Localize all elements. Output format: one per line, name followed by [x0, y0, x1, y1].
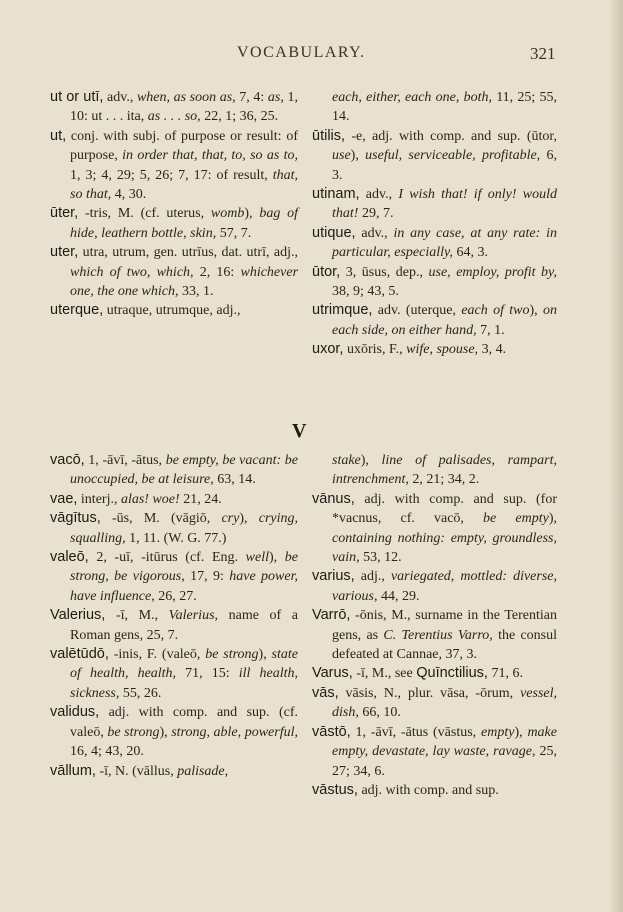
dictionary-entry [50, 301, 298, 320]
entry-text: ), [360, 453, 382, 468]
page-number: 321 [530, 44, 556, 63]
entry-gloss: in any case, at any rate: in particular, especially, [332, 225, 557, 261]
entry-text: adj., [354, 569, 391, 585]
entry-gloss: use [332, 148, 351, 164]
entry-text: ), [514, 724, 528, 740]
entry-text: 33, 1. [178, 284, 214, 300]
entry-gloss: empty [481, 724, 515, 740]
entry-text: ), [529, 303, 543, 319]
entry-gloss: containing nothing: empty, groundless, vain, [332, 530, 557, 566]
entry-text: 1, -āvī, -ātus, [84, 453, 166, 468]
entry-text: ), [244, 206, 260, 222]
dictionary-entry [50, 645, 298, 703]
entry-gloss: use, employ, profit by, [428, 264, 557, 280]
entry-gloss: ill health, sickness, [70, 666, 298, 701]
entry-text: name of a Roman gens, 25, 7. [70, 608, 298, 643]
entry-text: 16, 4; 43, 20. [70, 744, 144, 760]
entry-gloss: each, either, each one, both, [332, 90, 492, 105]
entry-text: 7, 1. [476, 322, 505, 338]
entry-text: 7, 4: [235, 90, 268, 105]
dictionary-entry [50, 88, 298, 127]
entry-text: 2, -uī, -itūrus (cf. Eng. [88, 550, 246, 566]
entry-gloss: state of health, health, [70, 647, 298, 682]
entry-text: ), [350, 148, 366, 164]
entry-text: conj. with subj. of purpose or result: of purpose, [66, 128, 298, 164]
entry-gloss: cry [221, 511, 240, 527]
entry-gloss: make empty, devastate, lay waste, ravage, [332, 724, 557, 760]
dictionary-entry [312, 606, 557, 664]
entry-gloss: C. Terentius Varro, [383, 627, 493, 643]
dictionary-entry [312, 490, 557, 568]
entry-headword: vās, [312, 684, 339, 701]
dictionary-entry [50, 243, 298, 301]
entry-text: 29, 7. [358, 206, 394, 222]
entry-gloss: womb [210, 206, 245, 222]
entry-text: 64, 3. [452, 245, 488, 261]
entry-text: 26, 27. [154, 588, 197, 604]
entry-text: 1, 10: ut . . . ita, [70, 90, 298, 125]
entry-text: utraque, utrumque, adj., [103, 303, 241, 319]
dictionary-entry [312, 340, 557, 359]
entry-text: 3, ūsus, dep., [340, 264, 429, 280]
entry-gloss: be strong, be vigorous, [70, 550, 298, 585]
column-top-left [50, 88, 298, 321]
entry-headword: ut, [50, 127, 67, 144]
dictionary-entry [50, 548, 298, 606]
entry-gloss: Valerius, [168, 608, 219, 624]
entry-gloss: be strong [107, 724, 160, 740]
dictionary-entry [50, 204, 298, 243]
entry-text: adj. with comp. and sup. (cf. valeō, [70, 705, 298, 740]
running-head [0, 44, 623, 68]
entry-gloss: when, as soon as, [136, 90, 236, 105]
entry-headword: varius, [312, 568, 355, 585]
entry-gloss: be empty [483, 511, 549, 527]
entry-gloss: alas! woe! [120, 491, 180, 507]
entry-text: -inis, F. (valeō, [108, 647, 206, 663]
entry-gloss: as, [267, 90, 284, 105]
entry-headword: vāgītus, [50, 510, 101, 527]
entry-text: 1, 11. (W. G. 77.) [125, 530, 227, 546]
dictionary-entry [312, 185, 557, 224]
entry-headword: utrimque, [312, 302, 373, 319]
entry-gloss: on each side, on either hand, [332, 303, 557, 338]
entry-gloss: line of palisades, rampart, intrenchment, [332, 453, 557, 488]
entry-headword: Varus, [312, 665, 353, 682]
page-edge-shadow [609, 0, 623, 912]
entry-headword: utique, [312, 224, 356, 241]
entry-headword: valeō, [50, 549, 89, 566]
dictionary-entry [50, 451, 298, 490]
entry-text: ), [548, 511, 557, 527]
entry-headword: Valerius, [50, 607, 106, 624]
dictionary-entry [312, 88, 557, 127]
entry-text: 11, 25; 55, 14. [332, 90, 558, 125]
entry-text: 63, 14. [213, 472, 256, 488]
entry-text: 22, 1; 36, 25. [200, 109, 279, 125]
dictionary-entry [312, 451, 557, 490]
entry-headword: uter, [50, 244, 79, 261]
entry-gloss: be strong [205, 647, 259, 663]
entry-text: 25, 27; 34, 6. [332, 744, 557, 779]
entry-headword: vacō, [50, 452, 85, 468]
entry-text: 4, 30. [111, 187, 147, 203]
entry-gloss: variegated, mottled: diverse, various, [332, 569, 557, 604]
dictionary-entry [50, 509, 298, 548]
entry-headword: vāstus, [312, 781, 358, 798]
entry-headword: vānus, [312, 490, 355, 507]
dictionary-entry [312, 301, 557, 340]
entry-text: 6, 3. [332, 148, 558, 183]
dictionary-entry [50, 762, 298, 781]
entry-gloss: bag of hide, leathern bottle, skin, [70, 206, 298, 241]
entry-headword: valētūdō, [50, 646, 109, 663]
dictionary-entry [312, 263, 557, 302]
entry-text: 71, 15: [176, 666, 239, 682]
entry-headword: vāllum, [50, 762, 96, 779]
entry-text: interj., [77, 491, 121, 507]
entry-text: ), [258, 647, 272, 663]
entry-text: uxōris, F., [343, 342, 407, 358]
entry-text: -ōnis, M., surname in the Terentian gens, as [332, 608, 557, 643]
entry-text: 38, 9; 43, 5. [332, 284, 399, 300]
dictionary-entry [50, 127, 298, 205]
entry-text: -tris, M. (cf. uterus, [78, 206, 211, 222]
entry-text: Quīnctilius, [416, 665, 488, 682]
entry-text: -e, adj. with comp. and sup. (ūtor, [345, 128, 557, 144]
dictionary-entry [50, 490, 298, 509]
entry-gloss: palisade, [177, 763, 229, 779]
dictionary-entry [312, 664, 557, 683]
entry-text: ), [159, 724, 172, 740]
dictionary-entry [50, 606, 298, 645]
dictionary-entry [312, 781, 557, 800]
entry-headword: ut or utī, [50, 89, 104, 105]
entry-text: 1, 3; 4, 29; 5, 26; 7, 17: of result, [70, 167, 273, 183]
entry-headword: vae, [50, 490, 78, 507]
entry-text: adj. with comp. and sup. (for *vacnus, cf. vacō, [332, 491, 557, 527]
dictionary-entry [312, 224, 557, 263]
entry-text: adv., [359, 187, 399, 203]
entry-gloss: which of two, which, [70, 264, 194, 280]
column-bottom-left [50, 451, 298, 781]
entry-headword: vāstō, [312, 723, 351, 740]
entry-headword: Varrō, [312, 607, 351, 624]
entry-text: -ī, M., see [352, 666, 417, 682]
entry-gloss: vessel, dish, [332, 685, 557, 721]
entry-text: the consul defeated at Cannae, 37, 3. [332, 627, 558, 663]
entry-text: -ī, M., [105, 608, 169, 624]
dictionary-entry [312, 723, 557, 781]
entry-text: 2, 16: [193, 264, 241, 280]
dictionary-entry [50, 703, 298, 761]
entry-gloss: as . . . so, [147, 109, 201, 125]
entry-text: vāsis, N., plur. vāsa, -ōrum, [338, 685, 521, 701]
entry-gloss: I wish that! if only! would that! [332, 187, 557, 222]
entry-headword: ūtilis, [312, 127, 346, 144]
entry-gloss: have power, have influence, [70, 569, 298, 604]
entry-text: 57, 7. [216, 225, 252, 241]
dictionary-entry [312, 567, 557, 606]
entry-gloss: be empty, be vacant: be unoccupied, be at leisure, [70, 453, 298, 488]
entry-gloss: useful, serviceable, profitable, [365, 148, 541, 164]
running-title: VOCABULARY. [237, 44, 366, 61]
dictionary-entry [312, 684, 557, 723]
entry-headword: validus, [50, 704, 100, 721]
section-letter: V [292, 420, 307, 442]
entry-gloss: stake [332, 453, 361, 468]
entry-text: 3, 4. [478, 342, 507, 358]
entry-text: 44, 29. [377, 588, 420, 604]
entry-text: -ūs, M. (vāgiō, [100, 511, 222, 527]
entry-headword: uterque, [50, 302, 104, 319]
entry-text: ), [268, 550, 285, 566]
entry-text: 17, 9: [184, 569, 230, 585]
entry-headword: uxor, [312, 341, 344, 358]
entry-text: adv. (uterque, [372, 303, 462, 319]
entry-text: utra, utrum, gen. utrīus, dat. utrī, adj., [78, 245, 298, 261]
entry-gloss: wife, spouse, [406, 342, 479, 358]
entry-text: 2, 21; 34, 2. [408, 472, 480, 488]
entry-text: adv., [355, 225, 394, 241]
entry-gloss: in order that, that, to, so as to, [122, 148, 299, 164]
entry-text: -ī, N. (vāllus, [95, 763, 178, 779]
entry-gloss: strong, able, powerful, [171, 724, 298, 740]
entry-headword: ūtor, [312, 263, 341, 280]
entry-gloss: that, so that, [70, 167, 298, 203]
entry-text: 21, 24. [179, 491, 222, 507]
entry-text: ), [239, 511, 259, 527]
entry-headword: ūter, [50, 205, 79, 222]
entry-gloss: each of two [461, 303, 530, 319]
entry-text: 1, -āvī, -ātus (vāstus, [350, 724, 481, 740]
entry-text: 53, 12. [359, 550, 402, 566]
column-top-right [312, 88, 557, 360]
entry-headword: utinam, [312, 186, 360, 203]
column-bottom-right [312, 451, 557, 800]
dictionary-entry [312, 127, 557, 185]
entry-text: 55, 26. [119, 685, 162, 701]
entry-text: adv., [103, 90, 137, 105]
entry-gloss: whichever one, the one which, [70, 264, 299, 300]
entry-text: adj. with comp. and sup. [357, 782, 499, 798]
entry-gloss: well [245, 550, 269, 566]
entry-text: 66, 10. [358, 705, 401, 721]
entry-gloss: crying, squalling, [70, 511, 298, 546]
entry-text: 71, 6. [487, 666, 523, 682]
